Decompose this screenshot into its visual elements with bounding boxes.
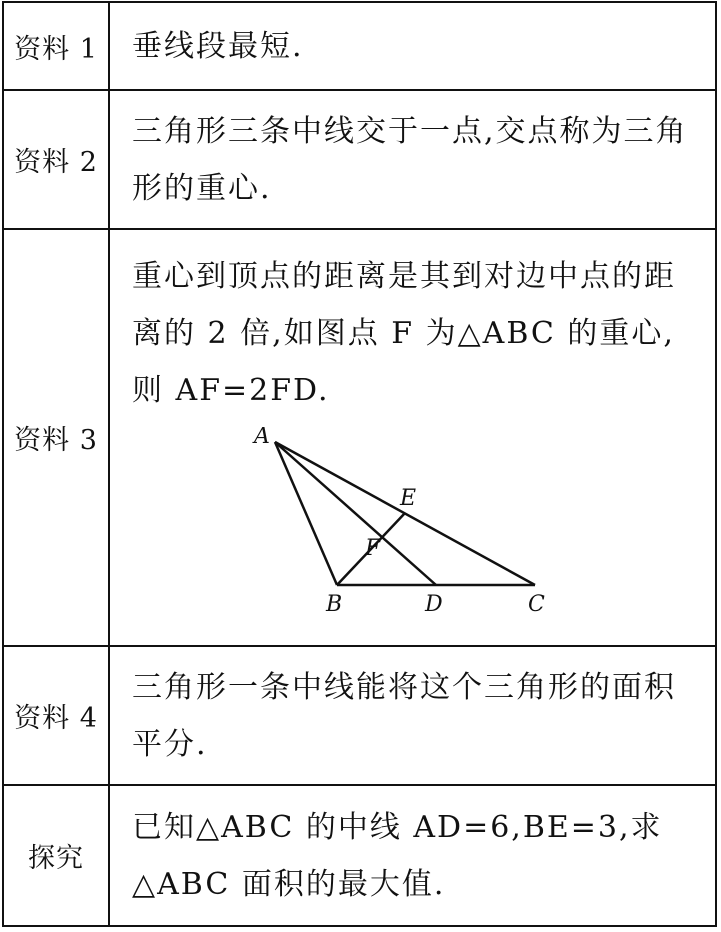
- row-label: 资料 2: [3, 90, 109, 229]
- point-label-f: F: [365, 536, 383, 561]
- table-row: [3, 2, 716, 90]
- material-table: [2, 1, 717, 927]
- segment-ab: [275, 442, 337, 585]
- row-label: 资料 3: [3, 229, 109, 646]
- point-label-b: B: [326, 592, 345, 617]
- row-label: 资料 4: [3, 646, 109, 785]
- row-content: [109, 90, 716, 229]
- point-label-c: C: [528, 592, 547, 617]
- row-label: 探究: [3, 785, 109, 926]
- row-text: 三角形三条中线交于一点,交点称为三角形的重心.: [132, 113, 688, 206]
- table-row: [3, 229, 716, 646]
- row-content: [109, 229, 716, 646]
- row-text: 重心到顶点的距离是其到对边中点的距离的 2 倍,如图点 F 为△ABC 的重心,则 AF=2FD.: [132, 259, 676, 408]
- row-label: 资料 1: [3, 2, 109, 90]
- median-ad: [275, 442, 436, 585]
- point-label-e: E: [400, 486, 419, 511]
- table-row: [3, 90, 716, 229]
- row-text: 垂线段最短.: [132, 28, 304, 64]
- row-content: [109, 2, 716, 90]
- row-text: 已知△ABC 的中线 AD=6,BE=3,求△ABC 面积的最大值.: [132, 809, 663, 902]
- point-label-d: D: [425, 592, 445, 617]
- table-row: [3, 785, 716, 926]
- row-text: 三角形一条中线能将这个三角形的面积平分.: [132, 669, 676, 762]
- point-label-a: A: [254, 427, 272, 449]
- row-content: [109, 785, 716, 926]
- row-content: [109, 646, 716, 785]
- centroid-figure: [132, 427, 701, 627]
- table-row: [3, 646, 716, 785]
- triangle-diagram: [132, 427, 692, 627]
